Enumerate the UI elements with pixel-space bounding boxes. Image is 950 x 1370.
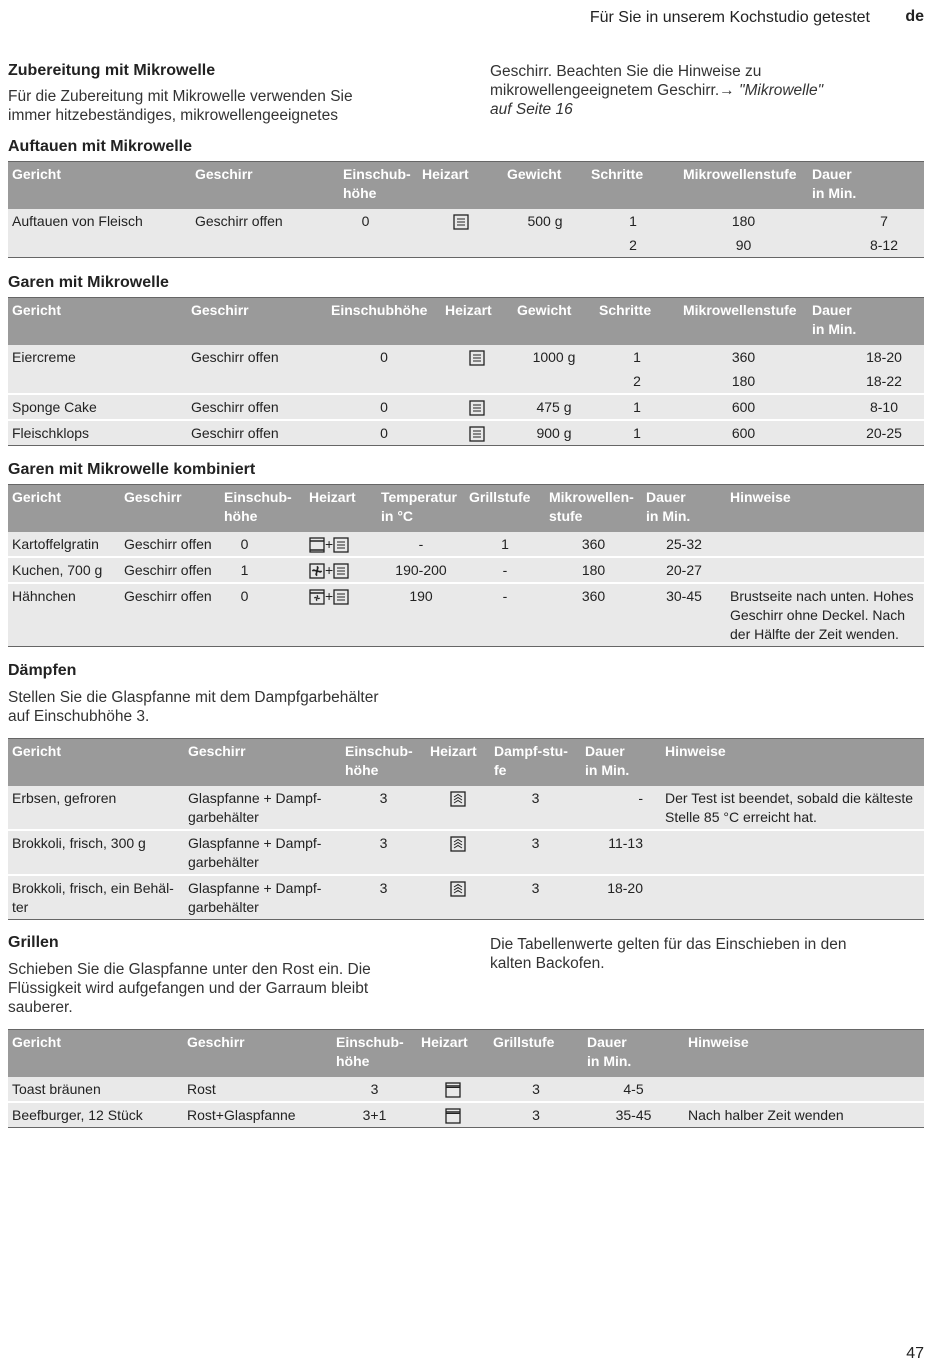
- dishware-cell: Rost+Glaspfanne: [183, 1102, 332, 1128]
- step-cell: 1: [595, 420, 679, 446]
- dish-cell: Brokkoli, frisch, 300 g: [8, 830, 184, 875]
- heat-cell: [441, 420, 513, 446]
- level-cell: 0: [361, 213, 370, 229]
- step-cell: 1: [629, 213, 637, 229]
- time-cell: 20-27: [642, 557, 726, 583]
- time-cell: 25-32: [666, 536, 702, 552]
- col-header: Einschub- höhe: [332, 1030, 417, 1078]
- power-cell: 600: [679, 394, 808, 420]
- col-header: Geschirr: [183, 1030, 332, 1078]
- col-header: Geschirr: [187, 298, 327, 346]
- note-cell: [726, 557, 924, 583]
- heat-cell: [417, 1077, 489, 1102]
- running-header: Für Sie in unserem Kochstudio getestet: [589, 9, 870, 26]
- col-header: Hinweise: [661, 739, 924, 787]
- grillen-right-line: Die Tabellenwerte gelten für das Einschieben in den: [490, 936, 847, 953]
- note-cell: [726, 532, 924, 557]
- table-row: [8, 1077, 924, 1102]
- time-cell: 18-20: [581, 875, 661, 920]
- table-row: [8, 786, 924, 830]
- dish-cell: Brokkoli, frisch, ein Behäl- ter: [8, 875, 184, 920]
- microwave-icon: [333, 563, 349, 579]
- heat-cell: [417, 1102, 489, 1128]
- dish-cell: Hähnchen: [8, 583, 120, 647]
- dishware-cell: Geschirr offen: [187, 420, 327, 446]
- weight-cell: [503, 233, 587, 258]
- steam-cell: 3: [531, 790, 540, 806]
- col-header: Hinweise: [726, 485, 924, 533]
- note-cell: [684, 1077, 924, 1102]
- col-header: Schritte: [587, 162, 679, 210]
- hot-air-icon: [309, 563, 325, 579]
- time-cell: 4-5: [623, 1081, 644, 1097]
- top-bottom-heat-icon: [309, 537, 325, 553]
- weight-cell: [513, 369, 595, 394]
- intro-left-text: [8, 87, 353, 125]
- col-header: Gewicht: [503, 162, 587, 210]
- heat-cell: [441, 369, 513, 394]
- microwave-icon: [453, 214, 469, 230]
- garen-title: Garen mit Mikrowelle: [8, 274, 169, 291]
- col-header: Heizart: [426, 739, 490, 787]
- heat-cell: [441, 345, 513, 369]
- dishware-cell: Glaspfanne + Dampf- garbehälter: [184, 830, 341, 875]
- grill-icon: [445, 1108, 461, 1124]
- table-row: [8, 583, 924, 647]
- intro-left-line: Für die Zubereitung mit Mikrowelle verwenden Sie: [8, 88, 353, 105]
- col-header: Dauer in Min.: [808, 162, 924, 210]
- heat-cell: [418, 209, 503, 233]
- col-header: Grillstufe: [489, 1030, 583, 1078]
- dish-cell: Erbsen, gefroren: [12, 790, 117, 806]
- table-header-row: [8, 1030, 924, 1078]
- dish-cell: Toast bräunen: [12, 1081, 101, 1097]
- hot-air-grill-icon: [309, 589, 325, 605]
- note-cell: [661, 875, 924, 920]
- level-cell: 3+1: [332, 1102, 417, 1128]
- step-cell: 1: [595, 394, 679, 420]
- grillen-left-text: [8, 960, 371, 1017]
- col-header: Dauer in Min.: [808, 298, 924, 346]
- col-header: Dampf-stu- fe: [490, 739, 581, 787]
- power-cell: 360: [731, 349, 756, 365]
- note-cell: [661, 830, 924, 875]
- time-cell: -: [638, 790, 643, 806]
- heat-cell: [418, 233, 503, 258]
- col-header: Heizart: [417, 1030, 489, 1078]
- col-header: Dauer in Min.: [581, 739, 661, 787]
- level-cell: 0: [240, 536, 249, 552]
- daempfen-text-line: Stellen Sie die Glaspfanne mit dem Dampfgarbehälter: [8, 689, 379, 706]
- grill-cell: 3: [489, 1102, 583, 1128]
- dish-cell: Fleischklops: [8, 420, 187, 446]
- kombiniert-table: [8, 484, 924, 647]
- garen-table: [8, 297, 924, 446]
- steam-icon: [450, 791, 466, 807]
- temp-cell: 190: [377, 583, 465, 647]
- daempfen-table: [8, 738, 924, 920]
- heat-cell: [441, 394, 513, 420]
- temp-cell: -: [418, 536, 424, 552]
- grillen-left-line: Schieben Sie die Glaspfanne unter den Rost ein. Die: [8, 961, 371, 978]
- dish-cell: Sponge Cake: [8, 394, 187, 420]
- col-header: Geschirr: [191, 162, 339, 210]
- col-header: Geschirr: [120, 485, 220, 533]
- table-row: [8, 345, 924, 369]
- power-cell: 180: [545, 557, 642, 583]
- grill-cell: -: [465, 583, 545, 647]
- grillen-title: Grillen: [8, 934, 59, 951]
- heat-cell: [305, 532, 377, 557]
- level-cell: [327, 369, 441, 394]
- col-header: Einschubhöhe: [327, 298, 441, 346]
- col-header: Grillstufe: [465, 485, 545, 533]
- dish-cell: Beefburger, 12 Stück: [8, 1102, 183, 1128]
- plus-sign: +: [325, 588, 334, 604]
- microwave-icon: [469, 426, 485, 442]
- col-header: Einschub- höhe: [339, 162, 418, 210]
- microwave-icon: [333, 589, 349, 605]
- table-header-row: [8, 485, 924, 533]
- power-cell: 360: [581, 536, 606, 552]
- time-cell: 18-22: [866, 373, 902, 389]
- heat-cell: [305, 583, 377, 647]
- col-header: Dauer in Min.: [583, 1030, 684, 1078]
- dishware-cell: Glaspfanne + Dampf- garbehälter: [184, 875, 341, 920]
- steam-cell: 3: [490, 875, 581, 920]
- time-cell: 8-10: [808, 394, 924, 420]
- table-header-row: [8, 739, 924, 787]
- time-cell: 7: [880, 213, 888, 229]
- steam-icon: [450, 836, 466, 852]
- daempfen-text-line: auf Einschubhöhe 3.: [8, 708, 150, 725]
- power-cell: 180: [731, 213, 756, 229]
- auftauen-title: Auftauen mit Mikrowelle: [8, 138, 193, 155]
- time-cell: 11-13: [581, 830, 661, 875]
- col-header: Mikrowellenstufe: [679, 298, 808, 346]
- grillen-table: [8, 1029, 924, 1128]
- steam-cell: 3: [490, 830, 581, 875]
- time-cell: 30-45: [642, 583, 726, 647]
- table-row: [8, 1102, 924, 1128]
- col-header: Gericht: [8, 485, 120, 533]
- level-cell: 0: [327, 394, 441, 420]
- note-cell: Nach halber Zeit wenden: [684, 1102, 924, 1128]
- time-cell: 35-45: [583, 1102, 684, 1128]
- dishware-cell: Geschirr offen: [195, 213, 283, 229]
- level-cell: 0: [220, 583, 305, 647]
- dish-cell: Kartoffelgratin: [12, 536, 99, 552]
- intro-right-line: Geschirr. Beachten Sie die Hinweise zu: [490, 63, 762, 80]
- dish-cell: [8, 369, 187, 394]
- col-header: Gericht: [8, 1030, 183, 1078]
- level-cell: 1: [220, 557, 305, 583]
- table-row: [8, 875, 924, 920]
- table-row: [8, 830, 924, 875]
- power-cell: 360: [545, 583, 642, 647]
- intro-right-line: mikrowellengeeignetem Geschirr.: [490, 82, 720, 99]
- level-cell: 0: [380, 349, 388, 365]
- dishware-cell: Geschirr offen: [120, 557, 220, 583]
- grill-cell: -: [465, 557, 545, 583]
- col-header: Gericht: [8, 298, 187, 346]
- dishware-cell: Geschirr offen: [187, 394, 327, 420]
- level-cell: [339, 233, 418, 258]
- step-cell: 2: [629, 237, 637, 253]
- dishware-cell: Geschirr offen: [191, 349, 279, 365]
- table-header-row: [8, 298, 924, 346]
- steam-icon: [450, 881, 466, 897]
- heat-cell: [426, 830, 490, 875]
- grillen-right-line: kalten Backofen.: [490, 955, 605, 972]
- col-header: Schritte: [595, 298, 679, 346]
- page-number: 47: [906, 1345, 924, 1362]
- note-cell: Brustseite nach unten. Hohes Geschirr ohne Deckel. Nach der Hälfte der Zeit wenden.: [726, 583, 924, 647]
- level-cell: 3: [341, 830, 426, 875]
- time-cell: 18-20: [866, 349, 902, 365]
- grillen-left-line: Flüssigkeit wird aufgefangen und der Garraum bleibt: [8, 980, 369, 997]
- weight-cell: 500 g: [527, 213, 563, 229]
- kombiniert-title: Garen mit Mikrowelle kombiniert: [8, 461, 256, 478]
- weight-cell: 900 g: [513, 420, 595, 446]
- page-reference-link[interactable]: auf Seite 16: [490, 101, 573, 118]
- dishware-cell: [187, 369, 327, 394]
- dishware-cell: [191, 233, 339, 258]
- col-header: Heizart: [305, 485, 377, 533]
- arrow-icon: →: [719, 82, 735, 99]
- col-header: Geschirr: [184, 739, 341, 787]
- col-header: Einschub- höhe: [341, 739, 426, 787]
- dishware-cell: Glaspfanne + Dampf- garbehälter: [188, 790, 322, 825]
- temp-cell: 190-200: [377, 557, 465, 583]
- daempfen-title: Dämpfen: [8, 662, 77, 679]
- level-cell: 0: [327, 420, 441, 446]
- col-header: Dauer in Min.: [642, 485, 726, 533]
- weight-cell: 1000 g: [532, 349, 576, 365]
- col-header: Mikrowellenstufe: [679, 162, 808, 210]
- col-header: Heizart: [441, 298, 513, 346]
- dish-cell: Auftauen von Fleisch: [12, 213, 143, 229]
- microwave-icon: [469, 400, 485, 416]
- power-cell: 600: [679, 420, 808, 446]
- col-header: Temperatur in °C: [377, 485, 465, 533]
- time-cell: 20-25: [808, 420, 924, 446]
- microwave-icon: [333, 537, 349, 553]
- dish-cell: Eiercreme: [12, 349, 76, 365]
- table-row: [8, 394, 924, 420]
- intro-right-text: [490, 62, 823, 119]
- col-header: Hinweise: [684, 1030, 924, 1078]
- heat-cell: [426, 875, 490, 920]
- grill-cell: 1: [501, 536, 509, 552]
- microwave-icon: [469, 350, 485, 366]
- col-header: Gericht: [8, 162, 191, 210]
- heat-cell: [426, 786, 490, 830]
- daempfen-text: [8, 688, 378, 726]
- table-row: [8, 532, 924, 557]
- dish-cell: Kuchen, 700 g: [8, 557, 120, 583]
- level-cell: 3: [370, 1081, 379, 1097]
- power-cell: 180: [731, 373, 756, 389]
- table-row: [8, 557, 924, 583]
- table-row: [8, 209, 924, 233]
- dish-cell: [8, 233, 191, 258]
- intro-title: Zubereitung mit Mikrowelle: [8, 62, 216, 79]
- note-cell: Der Test ist beendet, sobald die kälteste Stelle 85 °C erreicht hat.: [665, 790, 914, 825]
- col-header: Mikrowellen- stufe: [545, 485, 642, 533]
- plus-sign: +: [325, 536, 334, 552]
- table-row: [8, 233, 924, 258]
- plus-sign: +: [325, 562, 334, 578]
- dishware-cell: Rost: [187, 1081, 216, 1097]
- grill-cell: 3: [532, 1081, 540, 1097]
- col-header: Gewicht: [513, 298, 595, 346]
- level-cell: 3: [379, 790, 388, 806]
- col-header: Einschub- höhe: [220, 485, 305, 533]
- level-cell: 3: [341, 875, 426, 920]
- page-reference-link[interactable]: "Mikrowelle": [738, 82, 824, 99]
- table-row: [8, 369, 924, 394]
- step-cell: 1: [633, 349, 641, 365]
- grill-icon: [445, 1082, 461, 1098]
- grillen-left-line: sauberer.: [8, 999, 73, 1016]
- weight-cell: 475 g: [513, 394, 595, 420]
- dishware-cell: Geschirr offen: [124, 536, 212, 552]
- time-cell: 8-12: [869, 237, 899, 253]
- power-cell: 90: [735, 237, 752, 253]
- dishware-cell: Geschirr offen: [120, 583, 220, 647]
- language-tag: de: [905, 8, 924, 25]
- col-header: Gericht: [8, 739, 184, 787]
- grillen-right-text: [490, 935, 846, 973]
- heat-cell: [305, 557, 377, 583]
- auftauen-table: [8, 161, 924, 258]
- table-header-row: [8, 162, 924, 210]
- table-row: [8, 420, 924, 446]
- col-header: Heizart: [418, 162, 503, 210]
- step-cell: 2: [633, 373, 641, 389]
- intro-left-line: immer hitzebeständiges, mikrowellengeeignetes: [8, 107, 338, 124]
